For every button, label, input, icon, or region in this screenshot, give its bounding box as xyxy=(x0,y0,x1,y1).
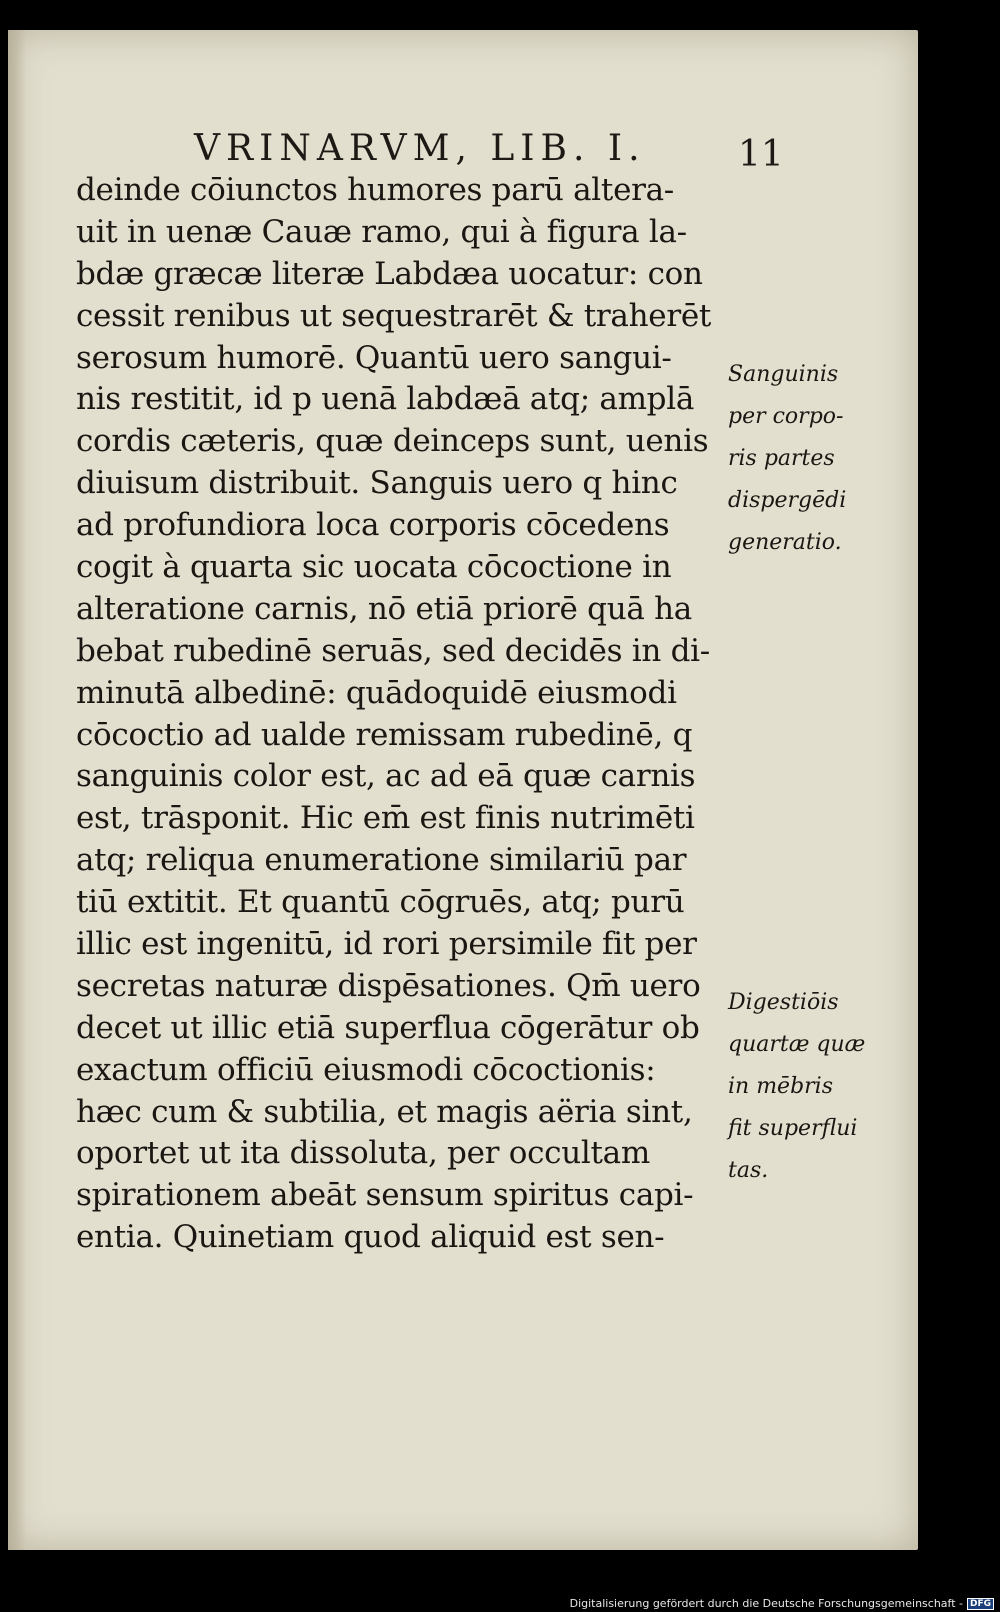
folio-number: 11 xyxy=(738,134,784,175)
text-line: exactum officiū eiusmodi cōcoctionis: xyxy=(76,1051,656,1088)
text-line: cogit à quarta sic uocata cōcoctione in xyxy=(76,549,672,586)
margin-note-line: dispergēdi xyxy=(728,488,847,513)
text-line: uit in uenæ Cauæ ramo, qui à figura la- xyxy=(76,213,687,250)
dfg-logo: DFG xyxy=(967,1598,994,1610)
text-line: cōcoctio ad ualde remissam rubedinē, q xyxy=(76,716,693,753)
margin-note-line: quartæ quæ xyxy=(728,1032,866,1057)
text-line: entia. Quinetiam quod aliquid est sen- xyxy=(76,1219,665,1256)
text-line: diuisum distribuit. Sanguis uero q hinc xyxy=(76,465,678,502)
digitization-credit xyxy=(570,1597,994,1610)
text-line: oportet ut ita dissoluta, per occultam xyxy=(76,1135,650,1172)
text-line: cessit renibus ut sequestrarēt & traherēt xyxy=(76,297,712,334)
margin-note-line: per corpo- xyxy=(728,404,844,429)
margin-note-line: fit superflui xyxy=(728,1116,858,1141)
text-line: secretas naturæ dispēsationes. Qm̄ uero xyxy=(76,967,701,1004)
margin-note-line: tas. xyxy=(728,1158,769,1183)
running-head: VRINARVM, LIB. I. xyxy=(194,128,646,169)
text-line: alteratione carnis, nō etiā priorē quā ha xyxy=(76,590,692,627)
margin-note-sanguinis xyxy=(728,354,846,564)
page-gutter-shadow xyxy=(8,30,26,1550)
body-text xyxy=(76,170,726,1259)
text-line: est, trāsponit. Hic em̄ est finis nutrimēti xyxy=(76,800,695,837)
text-line: serosum humorē. Quantū uero sangui- xyxy=(76,339,672,376)
text-line: bdæ græcæ literæ Labdæa uocatur: con xyxy=(76,255,703,292)
text-line: sanguinis color est, ac ad eā quæ carnis xyxy=(76,758,696,795)
text-line: spirationem abeāt sensum spiritus capi- xyxy=(76,1177,694,1214)
margin-note-line: generatio. xyxy=(728,530,842,555)
text-line: cordis cæteris, quæ deinceps sunt, uenis xyxy=(76,423,709,460)
margin-note-line: ris partes xyxy=(728,446,835,471)
text-line: tiū extitit. Et quantū cōgruēs, atq; purū xyxy=(76,884,685,921)
text-line: deinde cōiunctos humores parū altera- xyxy=(76,172,674,208)
text-line: ad profundiora loca corporis cōcedens xyxy=(76,507,670,544)
margin-note-digestionis xyxy=(728,982,865,1192)
text-line: atq; reliqua enumeratione similariū par xyxy=(76,842,687,879)
text-line: illic est ingenitū, id rori persimile fit per xyxy=(76,926,697,963)
margin-note-line: in mēbris xyxy=(728,1074,834,1099)
margin-note-line: Digestiōis xyxy=(728,990,839,1015)
text-line: bebat rubedinē seruās, sed decidēs in di- xyxy=(76,632,710,669)
margin-note-line: Sanguinis xyxy=(728,362,839,387)
text-line: hæc cum & subtilia, et magis aëria sint, xyxy=(76,1093,693,1130)
credit-text: Digitalisierung gefördert durch die Deutsche Forschungsgemeinschaft - xyxy=(569,1597,963,1610)
text-line: nis restitit, id p uenā labdæā atq; amplā xyxy=(76,381,695,418)
text-line: minutā albedinē: quādoquidē eiusmodi xyxy=(76,674,677,711)
text-line: decet ut illic etiā superflua cōgerātur ob xyxy=(76,1009,700,1046)
